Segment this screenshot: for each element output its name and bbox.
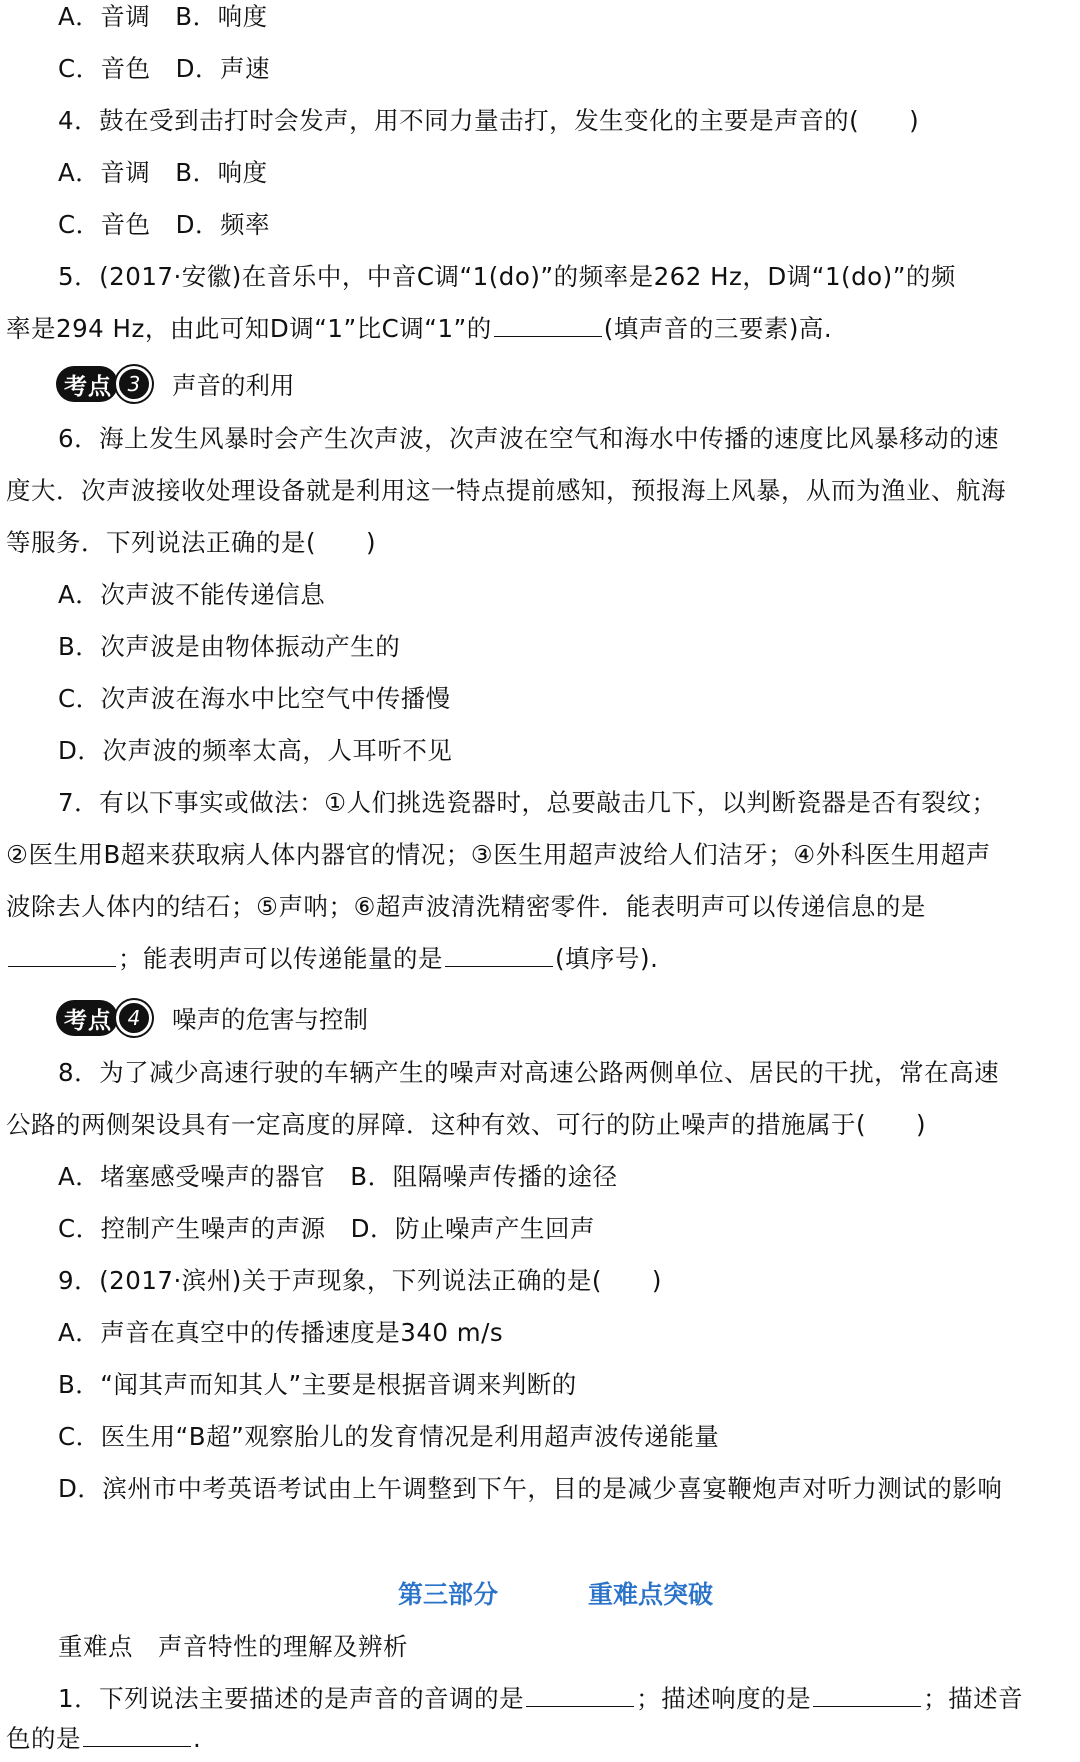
kaodian-badge: 考点 — [56, 366, 118, 402]
q7-line1: 7．有以下事实或做法：①人们挑选瓷器时，总要敲击几下，以判断瓷器是否有裂纹； — [58, 788, 997, 817]
q4-stem: 4．鼓在受到击打时会发声，用不同力量击打，发生变化的主要是声音的( ) — [58, 106, 920, 135]
q4-options-row2: C．音色 D．频率 — [58, 210, 270, 239]
p1-line2 — [6, 1716, 1070, 1762]
q5-line2 — [6, 306, 1070, 352]
answer-blank — [526, 1676, 634, 1707]
q4-options-row1: A．音调 B．响度 — [58, 158, 268, 187]
q8-options-row1: A．堵塞感受噪声的器官 B．阻隔噪声传播的途径 — [58, 1162, 618, 1191]
answer-blank — [8, 936, 116, 967]
kaodian-4-header — [56, 998, 368, 1038]
q7-line4-b: (填序号). — [555, 944, 659, 973]
q7-line4-a: ；能表明声可以传递能量的是 — [118, 944, 443, 973]
q7-line3: 波除去人体内的结石；⑤声呐；⑥超声波清洗精密零件．能表明声可以传递信息的是 — [6, 892, 926, 921]
p1-line1-c: ；描述音 — [923, 1684, 1024, 1713]
answer-blank — [445, 936, 553, 967]
q6-option-c: C．次声波在海水中比空气中传播慢 — [58, 684, 451, 713]
kaodian-number: 4 — [116, 1000, 152, 1036]
answer-blank — [494, 306, 602, 337]
answer-blank — [813, 1676, 921, 1707]
p1-line1-a: 1．下列说法主要描述的是声音的音调的是 — [58, 1684, 525, 1713]
part-label: 第三部分 — [398, 1580, 499, 1609]
q9-option-b: B．“闻其声而知其人”主要是根据音调来判断的 — [58, 1370, 577, 1399]
q5-line1: 5．(2017·安徽)在音乐中，中音C调“1(do)”的频率是262 Hz，D调“1(do)”的频 — [58, 262, 956, 291]
q6-line1: 6．海上发生风暴时会产生次声波，次声波在空气和海水中传播的速度比风暴移动的速 — [58, 424, 1000, 453]
q6-option-d: D．次声波的频率太高，人耳听不见 — [58, 736, 453, 765]
q6-line2: 度大．次声波接收处理设备就是利用这一特点提前感知，预报海上风暴，从而为渔业、航海 — [6, 476, 1006, 505]
kaodian-title: 声音的利用 — [172, 370, 295, 400]
kaodian-3-header — [56, 364, 295, 404]
q3-options-row1: A．音调 B．响度 — [58, 2, 268, 31]
q3-options-row2: C．音色 D．声速 — [58, 54, 270, 83]
kaodian-badge: 考点 — [56, 1000, 118, 1036]
part-three-heading — [0, 1572, 1080, 1618]
q9-option-c: C．医生用“B超”观察胎儿的发育情况是利用超声波传递能量 — [58, 1422, 720, 1451]
q8-line1: 8．为了减少高速行驶的车辆产生的噪声对高速公路两侧单位、居民的干扰，常在高速 — [58, 1058, 1000, 1087]
q6-option-a: A．次声波不能传递信息 — [58, 580, 326, 609]
q9-option-d: D．滨州市中考英语考试由上午调整到下午，目的是减少喜宴鞭炮声对听力测试的影响 — [58, 1474, 1003, 1503]
key-point-label: 重难点 声音特性的理解及辨析 — [58, 1632, 408, 1661]
q5-line2-a: 率是294 Hz，由此可知D调“1”比C调“1”的 — [6, 314, 492, 343]
p1-line1-b: ；描述响度的是 — [636, 1684, 812, 1713]
q9-option-a: A．声音在真空中的传播速度是340 m/s — [58, 1318, 504, 1347]
q6-option-b: B．次声波是由物体振动产生的 — [58, 632, 401, 661]
q5-line2-b: (填声音的三要素)高. — [603, 314, 833, 343]
q7-line2: ②医生用B超来获取病人体内器官的情况；③医生用超声波给人们洁牙；④外科医生用超声 — [6, 840, 991, 869]
kaodian-title: 噪声的危害与控制 — [172, 1004, 368, 1034]
p1-line2-b: . — [193, 1724, 202, 1753]
part-title: 重难点突破 — [588, 1580, 714, 1609]
answer-blank — [83, 1716, 191, 1747]
kaodian-number: 3 — [116, 366, 152, 402]
q6-line3: 等服务．下列说法正确的是( ) — [6, 528, 377, 557]
q8-options-row2: C．控制产生噪声的声源 D．防止噪声产生回声 — [58, 1214, 595, 1243]
q9-stem: 9．(2017·滨州)关于声现象，下列说法正确的是( ) — [58, 1266, 662, 1295]
p1-line2-a: 色的是 — [6, 1724, 81, 1753]
q7-line4 — [6, 936, 1070, 982]
q8-line2: 公路的两侧架设具有一定高度的屏障．这种有效、可行的防止噪声的措施属于( ) — [6, 1110, 927, 1139]
